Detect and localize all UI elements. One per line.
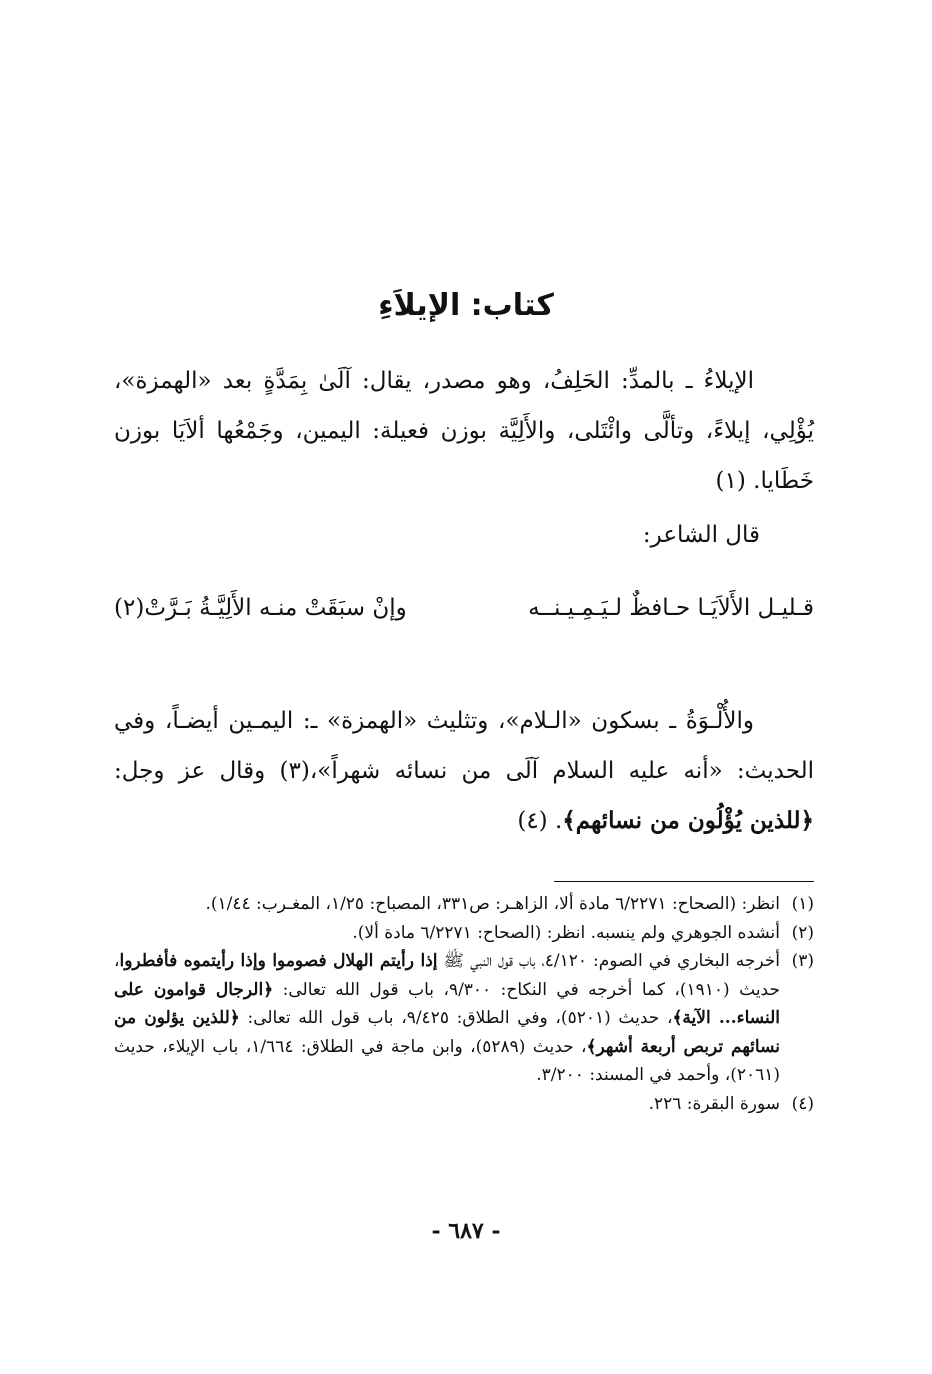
page-number: - ٦٨٧ - xyxy=(431,1218,501,1244)
footnote-text-part: أخرجه البخاري في الصوم: ٤/١٢٠، باب قول النبي ﷺ xyxy=(437,951,780,971)
verse-first-hemistich: قـليـل الأَلاَيَـا حـافظٌ لـيَـمِـيـنــه xyxy=(528,595,814,621)
footnote-text-part: ، حديث (٥٢٨٩)، وابن ماجة في الطلاق: ١/٦٦٤، باب الإيلاء، حديث (٢٠٦١)، وأحمد في المسند: ٣/٢٠٠. xyxy=(114,1036,780,1085)
quran-quote: ﴿الرجال قوامون على النساء... الآية﴾ xyxy=(114,979,780,1028)
paragraph-aluwwa xyxy=(114,696,814,846)
footnote-3 xyxy=(114,947,814,1090)
chapter-title: كتاب: الإيلاَءِ xyxy=(378,288,554,323)
footnote-text: انظر: (الصحاح: ٦/٢٢٧١ مادة ألا، الزاهـر: ص٣٣١، المصباح: ١/٢٥، المغـرب: ١/٤٤). xyxy=(205,894,780,914)
paragraph-aluwwa-text: والأُلْـوَةُ ـ بسكون «الـلام»، وتثليث «الهمزة» ـ: اليمـين أيضـاً، وفي الحديث: «أنه عليه السلام آلَى من نسائه شهراً»،(٣) وقال عز وجل: xyxy=(114,708,814,784)
paragraph-definition-text: الإيلاءُ ـ بالمدِّ: الحَلِفُ، وهو مصدر، يقال: آلَىٰ بِمَدَّةٍ بعد «الهمزة»، يُؤْلِي، إيلاءً، وتألَّى وائْتَلى، والأَلِيَّة بوزن فعيلة: اليمين، وجَمْعُها ألاَيَا بوزن خَطَايا. (١) xyxy=(114,368,814,494)
footnotes xyxy=(114,890,814,1118)
footnote-number: (٤) xyxy=(791,1093,814,1114)
paragraph-aluwwa-end: . (٤) xyxy=(517,808,563,834)
footnote-text: أنشده الجوهري ولم ينسبه. انظر: (الصحاح: ٦/٢٢٧١ مادة ألا). xyxy=(352,922,780,943)
quran-quote: ﴿للذين يؤلون من نسائهم تربص أربعة أشهر﴾ xyxy=(114,1008,780,1057)
footnote-number: (٢) xyxy=(791,922,814,943)
hadith-quote: إذا رأيتم الهلال فصوموا وإذا رأيتموه فأفطروا xyxy=(119,951,438,971)
footnote-4 xyxy=(114,1090,814,1119)
footnote-text-part: ، حديث (١٩١٠)، كما أخرجه في النكاح: ٩/٣٠٠، باب قول الله تعالى: xyxy=(114,951,780,1000)
footnote-number: (١) xyxy=(791,894,814,914)
footnote-text: سورة البقرة: ٢٢٦. xyxy=(648,1093,780,1114)
footnote-text-part: ، حديث (٥٢٠١)، وفي الطلاق: ٩/٤٢٥، باب قول الله تعالى: xyxy=(239,1008,673,1028)
verse-second-hemistich: وإنْ سبَقَتْ منـه الأَلِيَّـةُ بَـرَّتْ(٢) xyxy=(114,595,407,621)
footnote-2 xyxy=(114,919,814,948)
quran-quote: ﴿للذين يُؤْلُون من نسائهم﴾ xyxy=(562,807,814,834)
footnote-1 xyxy=(114,890,814,919)
paragraph-definition xyxy=(114,356,814,506)
footnote-separator xyxy=(554,881,814,882)
footnote-number: (٣) xyxy=(791,951,814,971)
poet-label: قال الشاعر: xyxy=(642,522,760,548)
